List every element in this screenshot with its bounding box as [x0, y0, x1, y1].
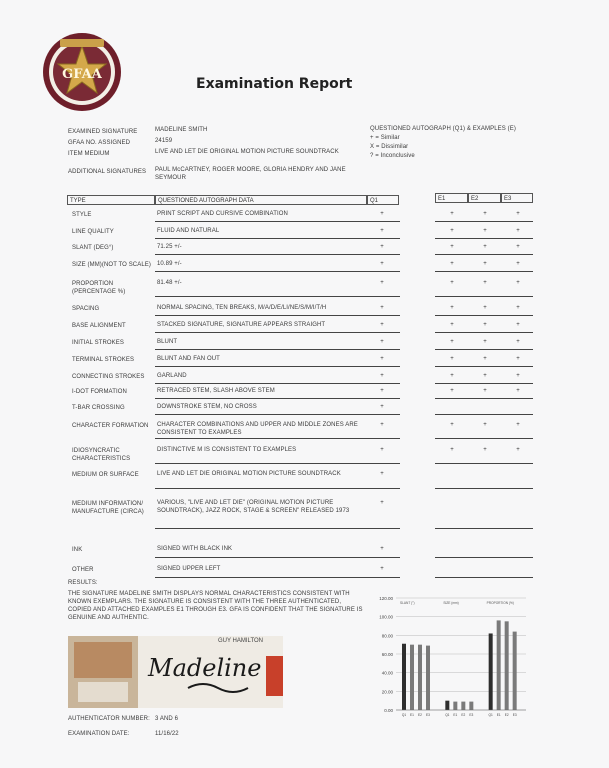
- q1-mark: +: [380, 388, 384, 394]
- x-tick-label: E1: [496, 713, 501, 717]
- q1-mark: +: [380, 339, 384, 345]
- slant-e2-bar: [418, 645, 422, 710]
- e2-mark: +: [483, 211, 487, 217]
- row-value: PRINT SCRIPT AND CURSIVE COMBINATION: [157, 211, 288, 217]
- row-underline: [155, 488, 400, 489]
- x-tick-label: E3: [426, 713, 430, 717]
- e2-mark: +: [483, 422, 487, 428]
- signed-item-photo: [68, 636, 283, 708]
- x-tick-label: E2: [504, 713, 509, 717]
- x-tick-label: Q1: [445, 713, 450, 717]
- x-tick-label: E3: [512, 713, 517, 717]
- row-value: DISTINCTIVE M IS CONSISTENT TO EXAMPLES: [157, 447, 297, 453]
- q1-mark: +: [380, 422, 384, 428]
- row-underline: [155, 414, 400, 415]
- row-value: LIVE AND LET DIE ORIGINAL MOTION PICTURE SOUNDTRACK: [157, 471, 341, 477]
- svg-text:GFAA: GFAA: [62, 67, 102, 82]
- q1-header: Q1: [367, 195, 399, 205]
- e1-mark: +: [450, 211, 454, 217]
- q1-mark: +: [380, 356, 384, 362]
- report-title: Examination Report: [196, 76, 353, 92]
- examples-underline: [435, 383, 533, 384]
- slant-e1-bar: [410, 645, 414, 710]
- row-value: STACKED SIGNATURE, SIGNATURE APPEARS STRAIGHT: [157, 322, 326, 328]
- examined-signature-label: EXAMINED SIGNATURE: [68, 129, 138, 135]
- e3-mark: +: [516, 261, 520, 267]
- examples-underline: [435, 528, 533, 529]
- row-underline: [155, 349, 400, 350]
- q1-mark: +: [380, 211, 384, 217]
- e3-mark: +: [516, 373, 520, 379]
- e1-header: E1: [435, 193, 468, 203]
- examination-date-label: EXAMINATION DATE:: [68, 731, 130, 737]
- group-label: SIZE (mm): [443, 601, 459, 605]
- proportion-e3-bar: [513, 632, 517, 710]
- y-tick-label: 100.00: [379, 614, 393, 620]
- y-tick-label: 0.00: [384, 708, 393, 713]
- examples-underline: [435, 414, 533, 415]
- e1-mark: +: [450, 356, 454, 362]
- q1-mark: +: [380, 305, 384, 311]
- results-text: THE SIGNATURE MADELINE SMITH DISPLAYS NORMAL CHARACTERISTICS CONSISTENT WITH KNOWN EXEMPLARS. THE SIGNATURE IS CONSISTENT WITH THE THREE AUTHENTICATED, COPIED AND ATTACHED EXAMPLES E1 THROUGH E3. GFA IS CONFIDENT THAT THE SIGNATURE IS GENUINE AND AUTHENTIC.: [68, 591, 363, 621]
- q1-mark: +: [380, 566, 384, 572]
- q1-mark: +: [380, 322, 384, 328]
- x-tick-label: Q1: [401, 713, 407, 717]
- size-e1-bar: [453, 702, 457, 710]
- row-value: 81.48 +/-: [157, 280, 182, 286]
- examples-underline: [435, 254, 533, 255]
- row-underline: [155, 438, 400, 439]
- legend-inconclusive: ? = Inconclusive: [370, 153, 415, 159]
- e3-mark: +: [516, 211, 520, 217]
- q1-mark: +: [380, 447, 384, 453]
- examples-underline: [435, 221, 533, 222]
- row-label: SIZE (MM)(NOT TO SCALE): [72, 262, 151, 268]
- row-underline: [155, 332, 400, 333]
- e3-mark: +: [516, 244, 520, 250]
- e1-mark: +: [450, 244, 454, 250]
- e3-mark: +: [516, 447, 520, 453]
- e2-mark: +: [483, 244, 487, 250]
- proportion-e1-bar: [497, 620, 501, 710]
- e3-mark: +: [516, 280, 520, 286]
- examination-date-value: 11/16/22: [155, 731, 179, 737]
- row-value: SIGNED UPPER LEFT: [157, 566, 221, 572]
- authenticator-number-value: 3 AND 6: [155, 716, 179, 722]
- slant-q1-bar: [402, 644, 406, 710]
- examples-underline: [435, 557, 533, 558]
- e2-mark: +: [483, 280, 487, 286]
- row-label: SPACING: [72, 306, 100, 312]
- examples-underline: [435, 463, 533, 464]
- e1-mark: +: [450, 447, 454, 453]
- y-tick-label: 80.00: [381, 633, 393, 639]
- examined-signature-value: MADELINE SMITH: [155, 127, 208, 133]
- additional-signatures-value: PAUL McCARTNEY, ROGER MOORE, GLORIA HENDRY AND JANE SEYMOUR: [155, 167, 346, 181]
- e3-mark: +: [516, 388, 520, 394]
- row-label: MEDIUM OR SURFACE: [72, 472, 139, 478]
- row-value: 71.25 +/-: [157, 244, 182, 250]
- row-label: STYLE: [72, 212, 92, 218]
- row-label: SLANT (DEG°): [72, 245, 114, 251]
- row-value: RETRACED STEM, SLASH ABOVE STEM: [157, 388, 275, 394]
- q1-mark: +: [380, 471, 384, 477]
- examples-underline: [435, 332, 533, 333]
- q1-mark: +: [380, 500, 384, 506]
- e2-mark: +: [483, 388, 487, 394]
- row-label: CHARACTER FORMATION: [72, 423, 149, 429]
- additional-signatures-label: ADDITIONAL SIGNATURES: [68, 169, 147, 175]
- e3-header: E3: [501, 193, 533, 203]
- gfaa-number-value: 24159: [155, 138, 173, 144]
- q1-mark: +: [380, 244, 384, 250]
- row-value: CHARACTER COMBINATIONS AND UPPER AND MIDDLE ZONES ARE CONSISTENT TO EXAMPLES: [157, 422, 358, 436]
- e3-mark: +: [516, 422, 520, 428]
- gfaa-seal-logo: [42, 32, 122, 112]
- proportion-q1-bar: [489, 633, 493, 710]
- row-underline: [155, 315, 400, 316]
- q1-mark: +: [380, 228, 384, 234]
- row-underline: [155, 366, 400, 367]
- size-q1-bar: [445, 701, 449, 710]
- type-header: TYPE: [67, 195, 155, 205]
- e1-mark: +: [450, 280, 454, 286]
- examples-underline: [435, 315, 533, 316]
- authenticator-number-label: AUTHENTICATOR NUMBER:: [68, 716, 150, 722]
- proportion-e2-bar: [505, 621, 509, 710]
- e1-mark: +: [450, 228, 454, 234]
- row-underline: [155, 296, 400, 297]
- x-tick-label: E2: [418, 713, 422, 717]
- e1-mark: +: [450, 322, 454, 328]
- data-header: QUESTIONED AUTOGRAPH DATA: [155, 195, 367, 205]
- row-underline: [155, 557, 400, 558]
- x-tick-label: Q1: [488, 713, 493, 717]
- e3-mark: +: [516, 228, 520, 234]
- row-value: DOWNSTROKE STEM, NO CROSS: [157, 404, 257, 410]
- y-tick-label: 20.00: [381, 689, 393, 695]
- row-label: INITIAL STROKES: [72, 340, 124, 346]
- row-value: BLUNT AND FAN OUT: [157, 356, 220, 362]
- group-label: SLANT (°): [400, 601, 415, 605]
- size-e3-bar: [469, 702, 473, 710]
- row-label: PROPORTION (PERCENTAGE %): [72, 281, 126, 295]
- legend-similar: + = Similar: [370, 135, 400, 141]
- row-value: BLUNT: [157, 339, 178, 345]
- examples-underline: [435, 577, 533, 578]
- photo-credit-text: GUY HAMILTON: [218, 638, 264, 644]
- row-value: SIGNED WITH BLACK INK: [157, 546, 233, 552]
- e3-mark: +: [516, 356, 520, 362]
- row-underline: [155, 577, 400, 578]
- e2-header: E2: [468, 193, 501, 203]
- e1-mark: +: [450, 305, 454, 311]
- q1-mark: +: [380, 373, 384, 379]
- examples-underline: [435, 296, 533, 297]
- row-underline: [155, 383, 400, 384]
- gfaa-number-label: GFAA NO. ASSIGNED: [68, 140, 131, 146]
- slant-e3-bar: [426, 646, 430, 710]
- e2-mark: +: [483, 339, 487, 345]
- comparison-bar-chart: [370, 592, 530, 720]
- e1-mark: +: [450, 388, 454, 394]
- row-label: BASE ALIGNMENT: [72, 323, 126, 329]
- row-value: VARIOUS, "LIVE AND LET DIE" (ORIGINAL MOTION PICTURE SOUNDTRACK), JAZZ ROCK, STAGE & SCREEN" RELEASED 1973: [157, 500, 350, 514]
- row-underline: [155, 528, 400, 529]
- legend-dissimilar: X = Dissimilar: [370, 144, 409, 150]
- examples-underline: [435, 271, 533, 272]
- e2-mark: +: [483, 228, 487, 234]
- e2-mark: +: [483, 261, 487, 267]
- x-tick-label: E3: [469, 713, 474, 717]
- row-label: T-BAR CROSSING: [72, 405, 125, 411]
- row-underline: [155, 398, 400, 399]
- row-underline: [155, 463, 400, 464]
- group-label: PROPORTION (%): [486, 601, 514, 605]
- row-label: OTHER: [72, 567, 94, 573]
- row-value: NORMAL SPACING, TEN BREAKS, M/A/D/E/LI/NE/S/M/I/T/H: [157, 305, 327, 311]
- e1-mark: +: [450, 422, 454, 428]
- item-medium-value: LIVE AND LET DIE ORIGINAL MOTION PICTURE SOUNDTRACK: [155, 149, 339, 155]
- row-label: LINE QUALITY: [72, 229, 114, 235]
- e2-mark: +: [483, 305, 487, 311]
- e1-mark: +: [450, 261, 454, 267]
- x-tick-label: E1: [410, 713, 414, 717]
- row-value: 10.89 +/-: [157, 261, 182, 267]
- q1-mark: +: [380, 404, 384, 410]
- q1-mark: +: [380, 546, 384, 552]
- row-value: FLUID AND NATURAL: [157, 228, 220, 234]
- q1-mark: +: [380, 261, 384, 267]
- examples-underline: [435, 488, 533, 489]
- results-label: RESULTS:: [68, 580, 98, 586]
- examples-underline: [435, 349, 533, 350]
- x-tick-label: E2: [461, 713, 466, 717]
- examples-underline: [435, 398, 533, 399]
- row-underline: [155, 221, 400, 222]
- legend-title: QUESTIONED AUTOGRAPH (Q1) & EXAMPLES (E): [370, 126, 516, 132]
- size-e2-bar: [461, 702, 465, 710]
- y-tick-label: 120.00: [379, 596, 393, 601]
- row-underline: [155, 271, 400, 272]
- row-label: I-DOT FORMATION: [72, 389, 127, 395]
- e1-mark: +: [450, 339, 454, 345]
- e3-mark: +: [516, 322, 520, 328]
- row-label: INK: [72, 547, 83, 553]
- e2-mark: +: [483, 447, 487, 453]
- y-tick-label: 60.00: [381, 652, 393, 657]
- item-medium-label: ITEM MEDIUM: [68, 151, 110, 157]
- examples-underline: [435, 238, 533, 239]
- row-label: IDIOSYNCRATIC CHARACTERISTICS: [72, 448, 131, 462]
- e3-mark: +: [516, 305, 520, 311]
- e1-mark: +: [450, 373, 454, 379]
- row-value: GARLAND: [157, 373, 187, 379]
- x-tick-label: E1: [453, 713, 458, 717]
- e3-mark: +: [516, 339, 520, 345]
- examples-underline: [435, 438, 533, 439]
- y-tick-label: 40.00: [381, 670, 393, 676]
- photo-signature: Madeline: [148, 654, 262, 682]
- e2-mark: +: [483, 373, 487, 379]
- e2-mark: +: [483, 356, 487, 362]
- row-underline: [155, 238, 400, 239]
- examples-underline: [435, 366, 533, 367]
- row-label: CONNECTING STROKES: [72, 374, 145, 380]
- row-label: TERMINAL STROKES: [72, 357, 135, 363]
- q1-mark: +: [380, 280, 384, 286]
- row-underline: [155, 254, 400, 255]
- e2-mark: +: [483, 322, 487, 328]
- row-label: MEDIUM INFORMATION/ MANUFACTURE (CIRCA): [72, 501, 144, 515]
